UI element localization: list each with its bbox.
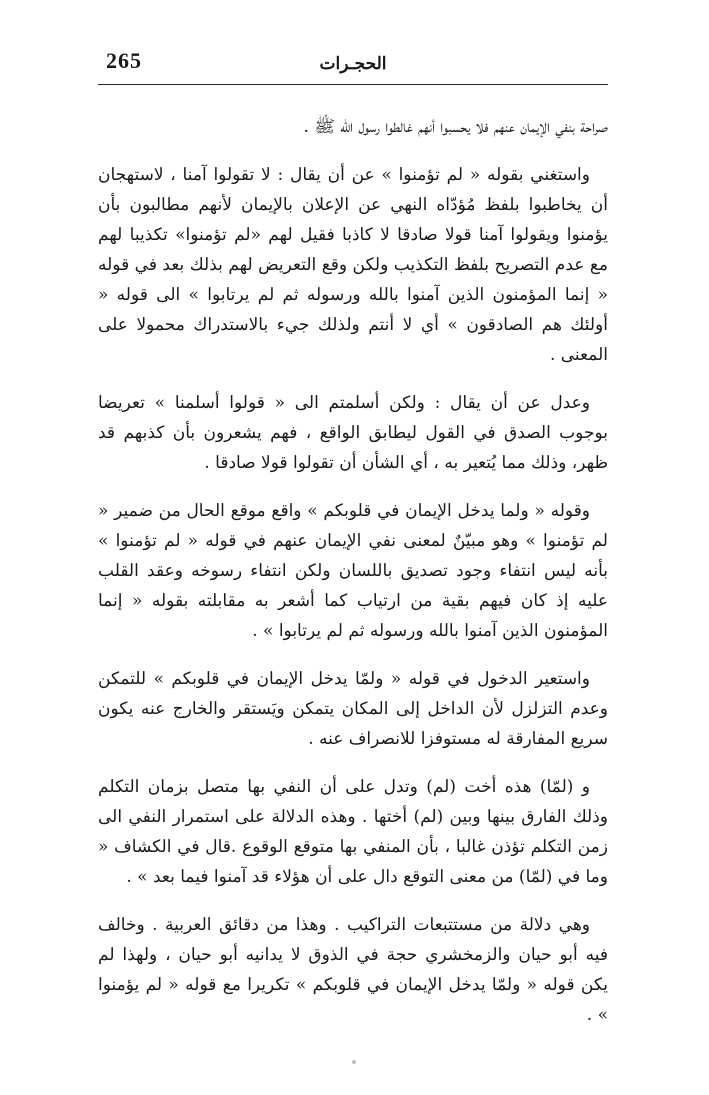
paragraph-1: صراحة بنفي الإيمان عنهم فلا يحسبوا أنهم غالطوا رسول الله ﷺ . <box>303 117 608 137</box>
header-rule <box>98 84 608 85</box>
paragraph-6: و (لمّا) هذه أخت (لم) وتدل على أن النفي بها متصل بزمان التكلم وذلك الفارق بينها وبين (لم) أختها . وهذه الدلالة على استمرار النفي الى زمن التكلم تؤذن غالبا ، بأن المنفي بها متوقع الوقوع .قال في الكشاف « وما في (لمّا) من معنى التوقع دال على أن هؤلاء قد آمنوا فيما بعد » . <box>98 777 608 887</box>
page-number: 265 <box>106 48 142 73</box>
page-header <box>98 44 608 84</box>
paragraph-2: واستغني بقوله « لم تؤمنوا » عن أن يقال : لا تقولوا آمنا ، لاستهجان أن يخاطبوا بلفظ مُؤدّاه النهي عن الإعلان بالإيمان لأنهم مطالبون بأن يؤمنوا ويقولوا آمنا قولا صادقا لا كاذبا فقيل لهم «لم تؤمنوا» تكذيبا لهم مع عدم التصريح بلفظ التكذيب ولكن وقع التعريض لهم بذلك بعد في قوله « إنما المؤمنون الذين آمنوا بالله ورسوله ثم لم يرتابوا » الى قوله « أولئك هم الصادقون » أي لا أنتم ولذلك جيء بالاستدراك محمولا على المعنى . <box>98 165 608 365</box>
paragraph-4: وقوله « ولما يدخل الإيمان في قلوبكم » واقع موقع الحال من ضمير « لم تؤمنوا » وهو مبيّنٌ لمعنى نفي الإيمان عنهم في قوله « لم تؤمنوا » بأنه ليس انتفاء وجود تصديق باللسان ولكن انتفاء رسوخه وعقد القلب عليه إذ كان فيهم بقية من ارتياب كما أشعر به مقابلته بقوله « إنما المؤمنون الذين آمنوا بالله ورسوله ثم لم يرتابوا » . <box>98 501 608 641</box>
running-title: الحجـرات <box>319 54 387 74</box>
scan-dot <box>352 1060 356 1064</box>
paragraph-7: وهي دلالة من مستتبعات التراكيب . وهذا من دقائق العربية . وخالف فيه أبو حيان والزمخشري حجة في الذوق لا يدانيه أبو حيان ، ولهذا لم يكن قوله « ولمّا يدخل الإيمان في قلوبكم » تكريرا مع قوله « لم يؤمنوا » . <box>98 915 608 1025</box>
paragraph-3: وعدل عن أن يقال : ولكن أسلمتم الى « قولوا أسلمنا » تعريضا بوجوب الصدق في القول ليطابق الواقع ، فهم يشعرون بأن كذبهم قد ظهر، وذلك مما يُتعير به ، أي الشأن أن تقولوا قولا صادقا . <box>98 393 608 473</box>
page-body <box>98 112 608 1048</box>
paragraph-5: واستعير الدخول في قوله « ولمّا يدخل الإيمان في قلوبكم » للتمكن وعدم التزلزل لأن الداخل إلى المكان يتمكن ويَستقر والخارج عنه يكون سريع المفارقة له مستوفزا للانصراف عنه . <box>98 669 608 749</box>
